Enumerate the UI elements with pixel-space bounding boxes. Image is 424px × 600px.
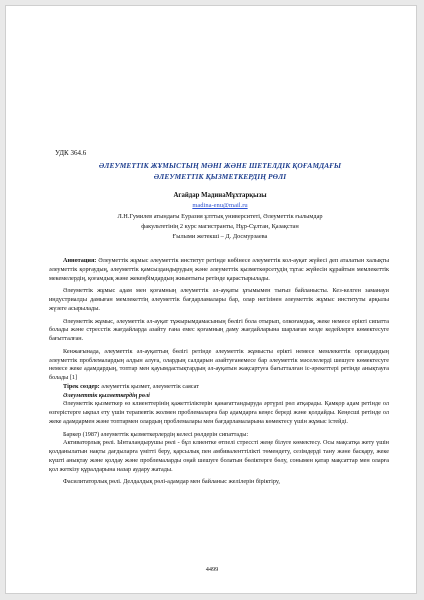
udc-code: УДК 364.6 xyxy=(55,149,87,157)
advisor: Ғылыми жетекші – Д. Досмурзаева xyxy=(172,233,268,241)
affiliation-line-2: факультетінің 2 курс магистранты, Нұр-Сұлтан, Қазақстан xyxy=(141,223,299,231)
paragraph-6: Активаторлық рөлі. Ынталандырушы рөлі - бұл клиентке өтпелі стрессті жеңе білуге көмектесу. Осы мақсатқа жету үшін қолданылатын нақты дағдыларға үмітті беру, қарсылық пен амбиваленттілікті төмендету, сезімдерді тану және басқару, жеке күшті анықтау және қолдау және проблемаларды оңай шешуге болатын бөліктерге бөлу, сонымен қатар мақсаттар мен оларға қол жеткізу құралдарына назар аудару жатады. xyxy=(49,439,389,473)
keywords xyxy=(49,383,389,392)
annotation xyxy=(49,257,389,283)
title-line-2: ӘЛЕУМЕТТІК ҚЫЗМЕТКЕРДІҢ РӨЛІ xyxy=(153,172,287,181)
paragraph-1: Әлеуметтік жұмыс адам мен қоғамның әлеуметтік әл-ауқаты ұғымымен тығыз байланысты. Кез-келген заманауи индустриалды дамыған мемлекеттің әлеуметтік бағдарламалары бар, олар негізінен әлеуметтік жұмыс институты арқылы жүзеге асырылады. xyxy=(49,287,389,312)
annotation-label: Аннотация: xyxy=(63,257,97,264)
keywords-text: әлеуметтік қызмет, әлеуметтік саясат xyxy=(99,382,199,390)
paragraph-5: Баркер (1987) әлеуметтік қызметкерлердің келесі рөлдерін сипаттады: xyxy=(63,430,249,438)
author-name: Агайдар МадинаМұхтарқызы xyxy=(173,192,267,199)
page-number: 4499 xyxy=(205,566,219,573)
title-line-1: ӘЛЕУМЕТТІК ЖҰМЫСТЫҢ МӘНІ ЖӘНЕ ШЕТЕЛДІК ҚОҒАМДАҒЫ xyxy=(98,161,342,170)
document-page xyxy=(5,5,417,594)
body-text xyxy=(49,257,389,487)
author-email-link[interactable]: madina-enu@mail.ru xyxy=(192,202,248,209)
paragraph-2: Әлеуметтік жұмыс, әлеуметтік әл-ауқат тұжырымдамасының бөлігі бола отырып, олкоғамдық, жеке немесе ерікті сипатта болады және стресстік жағдайларда азайту ғана емес қоғамның даму жағдайларына шарлаған кезде кедейлерге көмектесуге бағытталған. xyxy=(49,317,389,342)
affiliation xyxy=(66,212,374,243)
paper-title xyxy=(49,160,391,182)
section-heading: Әлеуметтік қызметкердің рөлі xyxy=(63,391,150,399)
keywords-label: Тірек сөздер: xyxy=(63,382,100,390)
affiliation-line-1: Л.Н.Гумилев атындағы Еуразия ұлттық университеті, Әлеуметтік ғылымдар xyxy=(117,213,323,220)
paragraph-4: Әлеуметтік қызметкер өз клиенттерінің қажеттіліктерін қанағаттандыруда әртүрлі рөл атқарады. Қамқор адам ретінде ол өзгерістерге ықпал ету үшін терапевтік жолмен проблемаларға бар адамдарға кеңес береді және қолдайды. Кеңесші ретінде ол жеке адамдармен және топтармен олардың проблемалары мен бағдарламаларына көмектесу үшін жұмыс істейді. xyxy=(49,400,389,425)
paragraph-3: Кенжағынада, әлеуметтік әл-ауқаттың бөлігі ретінде әлеуметтік жұмысты ерікті немесе мемлекеттік органдардың әлеуметтік проблемалардың алдын алуға, олардың салдарын азайтуғанемесе бар әлеуметтік мәселелерді шешуге көмектесуге немесе жеке адамдардың, топтар мен қауымдастықтардың әл-ауқатын жақсартуға бағытталған іс-әрекеттері ретінде анықтауға болады [1] xyxy=(49,347,389,381)
annotation-text: Әлеуметтік жұмыс әлеуметтік институт ретінде көбінесе әлеуметтік кол-ауқат жүйесі деп аталатын халықты әлеуметтік қорғаудың, әлеуметтік қамсыздандырудың және әлеуметтік қызметкөрсетудің тұтас жүйесін құрайтын мемлекеттік мекемелердің, қоғамдық және жекеңбімдардың жиынтығы ретінде қарастырылады. xyxy=(49,257,389,282)
paragraph-7: Фасилитаторлық рөлі. Делдалдық рөлі-адамдар мен байланыс желілерін біріктіру, xyxy=(63,478,280,486)
